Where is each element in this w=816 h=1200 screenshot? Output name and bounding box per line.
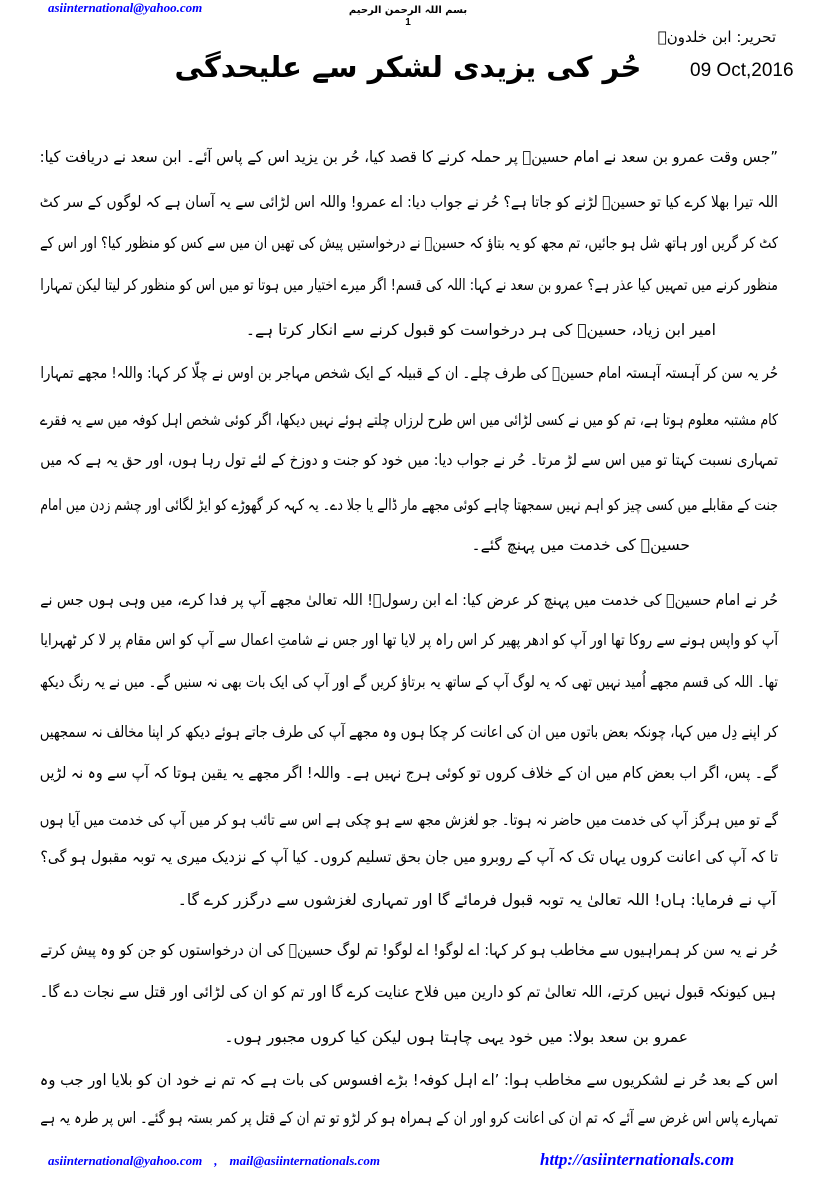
body-line: تھا۔ اللہ کی قسم مجھے اُمید نہیں تھی کہ یہ لوگ آپ کے ساتھ یہ برتاؤ کریں گے اور آپ کی ایک بات بھی نہ سنیں گے۔ میں نے یہ رنگ دیکھ [39,673,778,691]
body-line: حسینؑ کی خدمت میں پہنچ گئے۔ [471,536,690,554]
body-line: حُر نے یہ سن کر ہمراہیوں سے مخاطب ہو کر کہا: اے لوگو! اے لوگو! تم لوگ حسینؑ کی ان درخواستوں کو جن کو وہ پیش کرتے [40,941,778,959]
body-line: جنت کے مقابلے میں کسی چیز کو اہم نہیں سمجھتا چاہے کوئی مجھے مار ڈالے یا جلا دے۔ یہ کہہ کر گھوڑے کو ایڑ لگائی اور چشم زدن میں امام [40,496,779,514]
footer-mail-link[interactable]: mail@asiinternationals.com [229,1153,381,1168]
body-line: کام مشتبہ معلوم ہوتا ہے، تم کو میں نے کسی لڑائی میں اس طرح لرزاں چلتے ہوئے نہیں دیکھا، اگر کوئی شخص اہل کوفہ میں سے یہ فقرے [39,411,778,429]
body-line: اس کے بعد حُر نے لشکریوں سے مخاطب ہوا: ’اے اہل کوفہ! بڑے افسوس کی بات ہے کہ تم نے خود ان کو بلایا اور جب وہ [39,1071,778,1089]
body-line: اللہ تیرا بھلا کرے کیا تو حسینؑ لڑنے کو جاتا ہے؟ حُر نے جواب دیا: اے عمرو! واللہ اس لڑائی سے یہ آسان ہے کہ لوگوں کے سر کٹ [39,193,778,211]
body-line: آپ کو واپس ہونے سے روکا تھا اور آپ کو ادھر پھیر کر اس راہ پر لایا تھا اور جس نے شامتِ اعمال سے آپ کو اس مقام پر لا کر ٹھہرایا [40,631,778,649]
body-line: عمرو بن سعد بولا: میں خود یہی چاہتا ہوں لیکن کیا کروں مجبور ہوں۔ [224,1028,688,1046]
body-line: تا کہ آپ کی اعانت کروں یہاں تک کہ آپ کے روبرو میں جان بحق تسلیم کروں۔ کیا آپ کے نزدیک میری یہ توبہ مقبول ہو گی؟ [40,848,778,866]
publish-date: 09 Oct,2016 [690,60,794,81]
body-line: حُر یہ سن کر آہستہ آہستہ امام حسینؑ کی طرف چلے۔ ان کے قبیلہ کے ایک شخص مہاجر بن اوس نے چلّا کر کہا: واللہ! مجھے تمہارا [40,364,778,382]
body-line: کر اپنے دِل میں کہا، چونکہ بعض باتوں میں ان کی اعانت کر چکا ہوں وہ مجھے آپ کی طرف جاتے ہوئے دیکھ کر اپنا مخالف نہ سمجھیں [39,723,778,741]
body-line: حُر نے امام حسینؑ کی خدمت میں پہنچ کر عرض کیا: اے ابن رسولؐ! اللہ تعالیٰ مجھے آپ پر فدا کرے، میں وہی ہوں جس نے [40,591,778,609]
body-line: امیر ابن زیاد، حسینؑ کی ہر درخواست کو قبول کرنے سے انکار کرتا ہے۔ [245,321,716,339]
body-line: تمہاری نسبت کہتا تو میں اس سے لڑ مرتا۔ حُر نے جواب دیا: میں خود کو جنت و دوزخ کے لئے تول رہا ہوں، اور حق یہ ہے کہ میں [40,451,779,469]
footer-email-link[interactable]: asiinternational@yahoo.com [48,1153,203,1168]
page-number: 1 [405,17,411,28]
body-line: ”جس وقت عمرو بن سعد نے امام حسینؑ پر حملہ کرنے کا قصد کیا، حُر بن یزید اس کے پاس آئے۔ ابن سعد نے دریافت کیا: [39,148,778,166]
body-line: تمہارے پاس اس غرض سے آئے کہ تم ان کی اعانت کرو اور ان کے ہمراہ ہو کر لڑو تو تم ان کے قتل پر کمر بستہ ہو گئے۔ اس پر طرہ یہ ہے [40,1109,778,1127]
body-line: گے تو میں ہرگز آپ کی خدمت میں حاضر نہ ہوتا۔ جو لغزش مجھ سے ہو چکی ہے اس سے تائب ہو کر میں آپ کی خدمت میں آیا ہوں [39,811,778,829]
body-line: منظور کرنے میں تمہیں کیا عذر ہے؟ عمرو بن سعد نے کہا: اللہ کی قسم! اگر میرے اختیار میں ہوتا تو میں اس کو منظور کر لیتا لیکن تمہارا [40,276,778,294]
footer-website-link[interactable]: http://asiinternationals.com [540,1150,735,1169]
footer-separator: , [214,1153,218,1168]
header-email-link[interactable]: asiinternational@yahoo.com [48,0,203,15]
body-line: ہیں کیونکہ قبول نہیں کرتے، اللہ تعالیٰ تم کو دارین میں فلاح عنایت کرے گا اور تم کو ان کی لڑائی اور قتل سے نجات دے گا۔ [39,983,777,1001]
body-line: گے۔ پس، اگر اب بعض کام میں ان کے خلاف کروں تو کوئی ہرج نہیں ہے۔ واللہ! اگر مجھے یہ یقین ہوتا کہ آپ سے وہ نہ لڑیں [39,764,779,782]
author-byline: تحریر: ابن خلدونؒ [657,28,776,46]
article-title: حُر کی یزیدی لشکر سے علیحدگی [174,50,642,84]
body-line: آپ نے فرمایا: ہاں! اللہ تعالیٰ یہ توبہ قبول فرمائے گا اور تمہاری لغزشوں سے درگزر کرے گا۔ [177,891,776,909]
footer-contacts [48,1153,380,1169]
body-line: کٹ کر گریں اور ہاتھ شل ہو جائیں، تم مجھ کو یہ بتاؤ کہ حسینؑ نے درخواستیں پیش کی تھیں ان میں سے کس کو منظور کیا؟ اور اس کے [39,234,779,252]
bismillah: بسم اللہ الرحمن الرحیم [348,5,468,16]
